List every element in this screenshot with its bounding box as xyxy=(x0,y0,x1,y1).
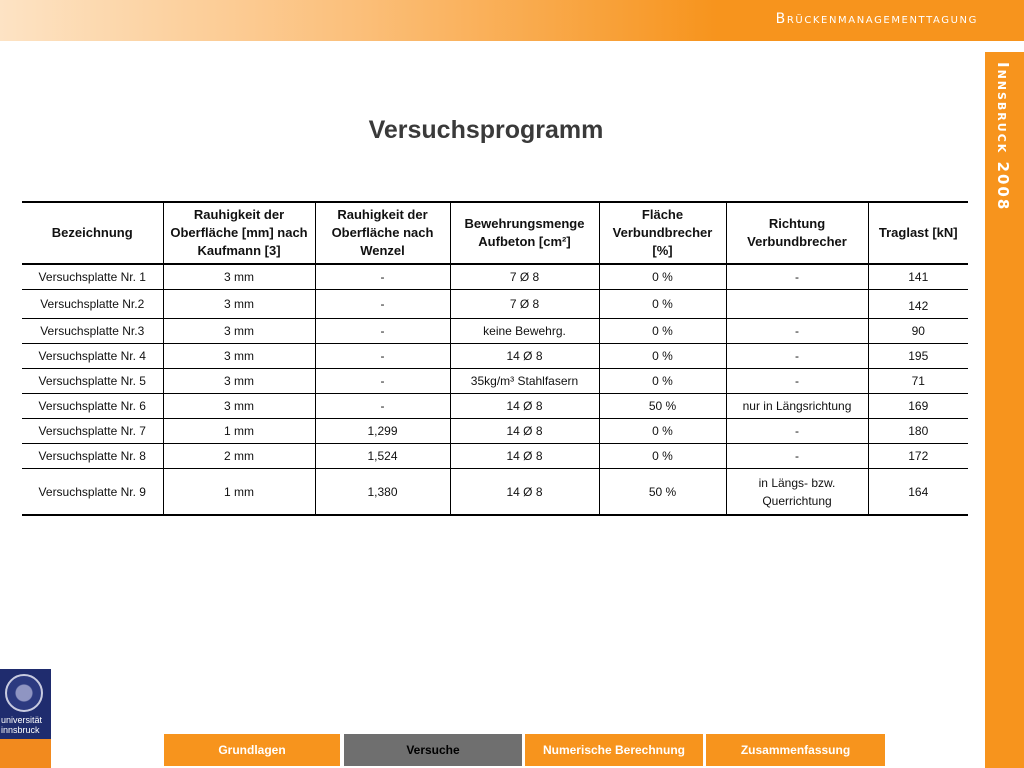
header-rauhigkeit-wenzel: Rauhigkeit der Oberfläche nach Wenzel xyxy=(315,202,450,264)
cell-rauhigkeit-wenzel: - xyxy=(315,319,450,344)
table-row xyxy=(22,344,968,369)
logo-text-line1: universität xyxy=(1,715,43,725)
cell-rauhigkeit-wenzel: - xyxy=(315,344,450,369)
sidebar-bar xyxy=(985,52,1024,768)
table-row xyxy=(22,394,968,419)
cell-bewehrung: 14 Ø 8 xyxy=(450,394,599,419)
cell-traglast: 164 xyxy=(868,469,968,516)
cell-bezeichnung: Versuchsplatte Nr. 6 xyxy=(22,394,163,419)
cell-richtung: - xyxy=(726,419,868,444)
cell-flaeche: 0 % xyxy=(599,344,726,369)
table-row xyxy=(22,419,968,444)
cell-bewehrung: 14 Ø 8 xyxy=(450,344,599,369)
table-header-row xyxy=(22,202,968,264)
test-program-table xyxy=(22,201,968,516)
table-row xyxy=(22,264,968,290)
cell-bezeichnung: Versuchsplatte Nr. 8 xyxy=(22,444,163,469)
cell-rauhigkeit-wenzel: - xyxy=(315,394,450,419)
cell-traglast: 169 xyxy=(868,394,968,419)
table-row xyxy=(22,469,968,516)
university-seal-icon xyxy=(5,674,43,712)
table-row xyxy=(22,319,968,344)
cell-rauhigkeit-wenzel: - xyxy=(315,264,450,290)
conference-title: Brückenmanagementtagung xyxy=(775,11,978,27)
cell-bezeichnung: Versuchsplatte Nr.3 xyxy=(22,319,163,344)
cell-bewehrung: 7 Ø 8 xyxy=(450,264,599,290)
cell-richtung xyxy=(726,290,868,319)
cell-bezeichnung: Versuchsplatte Nr. 4 xyxy=(22,344,163,369)
cell-flaeche: 0 % xyxy=(599,419,726,444)
cell-rauhigkeit-wenzel: 1,299 xyxy=(315,419,450,444)
cell-bewehrung: 35kg/m³ Stahlfasern xyxy=(450,369,599,394)
table-row xyxy=(22,444,968,469)
cell-traglast: 141 xyxy=(868,264,968,290)
cell-rauhigkeit-kaufmann: 3 mm xyxy=(163,394,315,419)
cell-richtung: in Längs- bzw. Querrichtung xyxy=(726,469,868,516)
cell-traglast: 180 xyxy=(868,419,968,444)
header-bewehrungsmenge: Bewehrungsmenge Aufbeton [cm²] xyxy=(450,202,599,264)
table-row xyxy=(22,369,968,394)
cell-flaeche: 50 % xyxy=(599,469,726,516)
cell-rauhigkeit-kaufmann: 2 mm xyxy=(163,444,315,469)
header-richtung-verbundbrecher: Richtung Verbundbrecher xyxy=(726,202,868,264)
header-bar xyxy=(0,0,1024,41)
cell-traglast: 71 xyxy=(868,369,968,394)
cell-rauhigkeit-kaufmann: 3 mm xyxy=(163,344,315,369)
cell-bezeichnung: Versuchsplatte Nr. 7 xyxy=(22,419,163,444)
nav-tab-zusammenfassung[interactable]: Zusammenfassung xyxy=(706,734,885,766)
table-row xyxy=(22,290,968,319)
cell-flaeche: 0 % xyxy=(599,290,726,319)
header-bezeichnung: Bezeichnung xyxy=(22,202,163,264)
cell-richtung: - xyxy=(726,444,868,469)
cell-traglast: 90 xyxy=(868,319,968,344)
logo-text-line2: innsbruck xyxy=(1,725,40,735)
nav-tab-versuche[interactable]: Versuche xyxy=(344,734,522,766)
cell-bezeichnung: Versuchsplatte Nr. 9 xyxy=(22,469,163,516)
nav-tab-grundlagen[interactable]: Grundlagen xyxy=(164,734,340,766)
cell-richtung: - xyxy=(726,264,868,290)
cell-bezeichnung: Versuchsplatte Nr.2 xyxy=(22,290,163,319)
cell-rauhigkeit-kaufmann: 3 mm xyxy=(163,319,315,344)
cell-rauhigkeit-kaufmann: 3 mm xyxy=(163,369,315,394)
cell-flaeche: 50 % xyxy=(599,394,726,419)
cell-rauhigkeit-wenzel: 1,524 xyxy=(315,444,450,469)
cell-bewehrung: 7 Ø 8 xyxy=(450,290,599,319)
header-flaeche-verbundbrecher: Fläche Verbundbrecher [%] xyxy=(599,202,726,264)
cell-bewehrung: 14 Ø 8 xyxy=(450,419,599,444)
cell-richtung: - xyxy=(726,344,868,369)
cell-flaeche: 0 % xyxy=(599,319,726,344)
cell-rauhigkeit-kaufmann: 1 mm xyxy=(163,469,315,516)
cell-traglast: 172 xyxy=(868,444,968,469)
nav-tab-numerische-berechnung[interactable]: Numerische Berechnung xyxy=(525,734,703,766)
header-traglast: Traglast [kN] xyxy=(868,202,968,264)
cell-rauhigkeit-kaufmann: 3 mm xyxy=(163,264,315,290)
cell-bewehrung: 14 Ø 8 xyxy=(450,469,599,516)
cell-bezeichnung: Versuchsplatte Nr. 5 xyxy=(22,369,163,394)
cell-richtung: - xyxy=(726,369,868,394)
cell-rauhigkeit-kaufmann: 3 mm xyxy=(163,290,315,319)
cell-bewehrung: keine Bewehrg. xyxy=(450,319,599,344)
cell-flaeche: 0 % xyxy=(599,369,726,394)
cell-richtung: - xyxy=(726,319,868,344)
cell-richtung: nur in Längsrichtung xyxy=(726,394,868,419)
cell-rauhigkeit-kaufmann: 1 mm xyxy=(163,419,315,444)
cell-rauhigkeit-wenzel: - xyxy=(315,290,450,319)
cell-bezeichnung: Versuchsplatte Nr. 1 xyxy=(22,264,163,290)
cell-rauhigkeit-wenzel: 1,380 xyxy=(315,469,450,516)
slide-title: Versuchsprogramm xyxy=(368,116,604,144)
sidebar-location-label: Innsbruck 2008 xyxy=(994,62,1012,212)
cell-flaeche: 0 % xyxy=(599,444,726,469)
cell-traglast: 142 xyxy=(868,290,968,319)
header-rauhigkeit-kaufmann: Rauhigkeit der Oberfläche [mm] nach Kaufmann [3] xyxy=(163,202,315,264)
cell-flaeche: 0 % xyxy=(599,264,726,290)
cell-traglast: 195 xyxy=(868,344,968,369)
university-logo xyxy=(0,669,51,768)
cell-rauhigkeit-wenzel: - xyxy=(315,369,450,394)
cell-bewehrung: 14 Ø 8 xyxy=(450,444,599,469)
